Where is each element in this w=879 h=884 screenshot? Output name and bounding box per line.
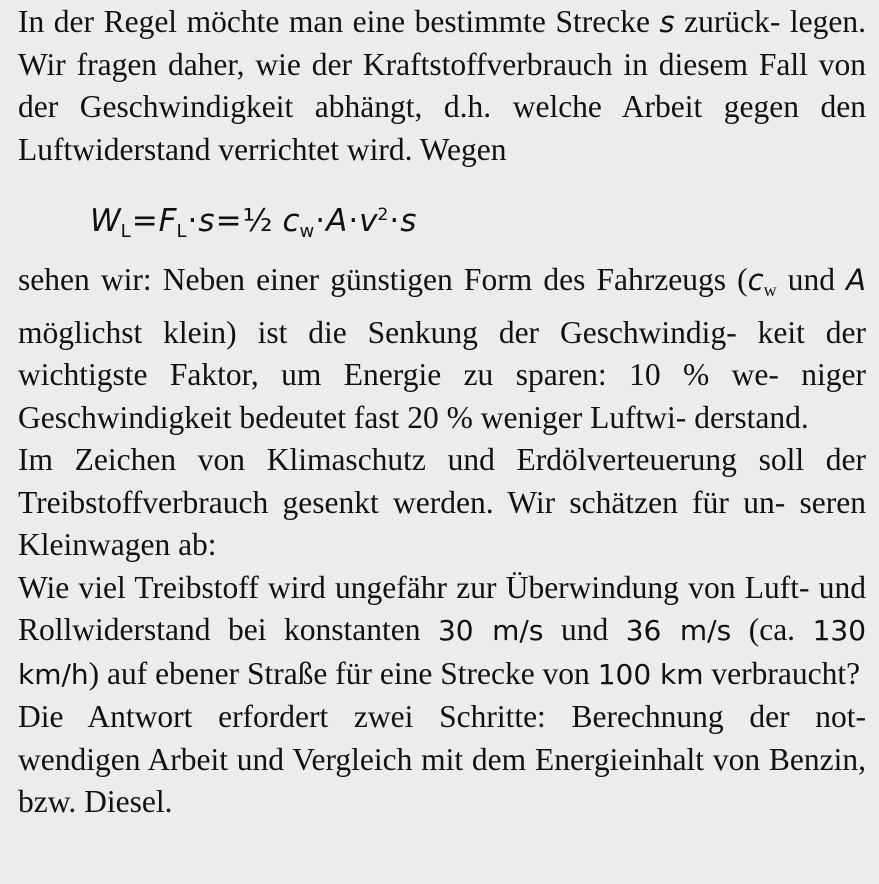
intro-text-1a: In der Regel möchte man eine bestimmte Strecke bbox=[18, 4, 660, 39]
dot-operator-1: · bbox=[187, 203, 198, 239]
explanation-text-5: derstand. bbox=[694, 399, 809, 435]
intro-paragraph bbox=[18, 0, 866, 171]
question-text-1: Wie viel Treibstoff wird ungefähr zur Überwindung von bbox=[18, 569, 736, 605]
explanation-paragraph bbox=[18, 259, 866, 439]
distance-symbol-2: s bbox=[400, 203, 417, 239]
force-subscript: L bbox=[176, 221, 187, 242]
speed-value-2: 36 m/s bbox=[625, 614, 732, 647]
explanation-text-2a: und bbox=[787, 262, 847, 297]
speed-value-3: 130 km/h bbox=[18, 614, 867, 691]
question-text-2b: und bbox=[543, 612, 626, 647]
force-symbol: F bbox=[158, 203, 177, 239]
explanation-text-1a: sehen wir: Neben einer günstigen Form des Fahrzeugs ( bbox=[18, 262, 748, 297]
work-symbol: W bbox=[90, 203, 121, 239]
intro-text-1b: zurück- bbox=[674, 4, 781, 39]
distance-value: 100 km bbox=[597, 657, 704, 691]
area-symbol: A bbox=[326, 203, 348, 239]
explanation-text-3: keit der wichtigste Faktor, um Energie zu sparen: 10 % we- bbox=[18, 314, 866, 392]
work-subscript: L bbox=[120, 221, 131, 242]
question-text-4b: verbraucht? bbox=[703, 655, 861, 691]
distance-symbol: s bbox=[659, 5, 675, 39]
velocity-exponent: 2 bbox=[377, 205, 389, 225]
context-paragraph bbox=[18, 439, 866, 567]
question-text-3a: (ca. bbox=[748, 612, 813, 647]
intro-text-3: diesem Fall von der Geschwindigkeit abhängt, d.h. welche bbox=[18, 46, 867, 124]
context-text-3: seren Kleinwagen ab: bbox=[18, 484, 867, 562]
work-formula bbox=[18, 171, 866, 259]
dot-operator-2: · bbox=[315, 203, 326, 239]
explanation-text-2b: möglichst klein) ist die Senkung der Geschwindig- bbox=[18, 314, 737, 350]
drag-coefficient-inline-subscript: w bbox=[763, 280, 777, 300]
equals-sign-1: = bbox=[131, 203, 158, 239]
equals-sign-2: = bbox=[215, 203, 242, 239]
context-text-1: Im Zeichen von Klimaschutz und Erdölverteuerung soll der bbox=[18, 442, 866, 477]
drag-coefficient-symbol: c bbox=[282, 203, 300, 239]
velocity-symbol: v bbox=[359, 203, 378, 239]
half-fraction: ½ bbox=[242, 203, 273, 239]
speed-value-1: 30 m/s bbox=[437, 614, 544, 647]
intro-text-2: legen. Wir fragen daher, wie der Kraftstoffverbrauch in bbox=[18, 4, 866, 82]
intro-text-4: Arbeit gegen den Luftwiderstand verrichtet wird. Wegen bbox=[18, 89, 866, 167]
dot-operator-3: · bbox=[348, 203, 359, 239]
distance-symbol-1: s bbox=[198, 203, 215, 239]
area-inline-symbol: A bbox=[846, 263, 867, 297]
answer-outline-paragraph bbox=[18, 696, 866, 824]
drag-coefficient-inline: c bbox=[747, 263, 764, 297]
question-paragraph bbox=[18, 567, 866, 697]
answer-text-2: wendigen Arbeit und Vergleich mit dem Energieinhalt von bbox=[18, 741, 761, 777]
explanation-text-4: niger Geschwindigkeit bedeutet fast 20 % weniger Luftwi- bbox=[18, 357, 866, 435]
context-text-2: Treibstoffverbrauch gesenkt werden. Wir schätzen für un- bbox=[18, 484, 786, 520]
drag-coefficient-subscript: w bbox=[299, 221, 315, 242]
question-text-2a: Luft- und Rollwiderstand bei konstanten bbox=[18, 569, 866, 647]
question-text-3b: ) auf ebener Straße für eine Strecke von bbox=[88, 655, 590, 691]
answer-text-1: Die Antwort erfordert zwei Schritte: Berechnung der not- bbox=[18, 699, 866, 734]
answer-text-3: Benzin, bzw. Diesel. bbox=[18, 741, 867, 819]
dot-operator-4: · bbox=[389, 203, 400, 239]
